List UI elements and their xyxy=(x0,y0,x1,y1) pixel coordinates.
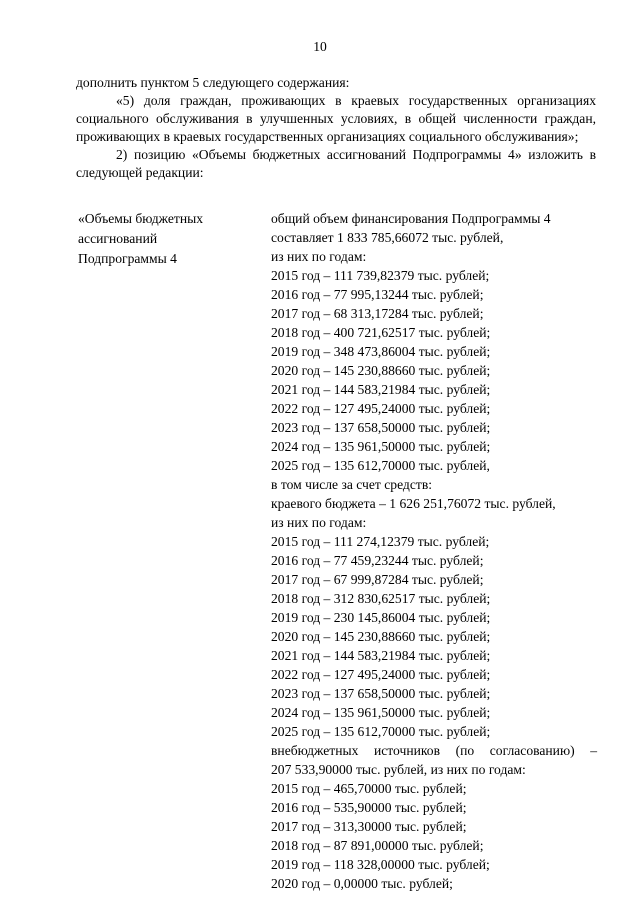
table-value-line: 2015 год – 111 739,82379 тыс. рублей; xyxy=(271,268,490,283)
table-value-line: 2023 год – 137 658,50000 тыс. рублей; xyxy=(271,420,491,435)
table-label-line: Подпрограммы 4 xyxy=(78,251,177,266)
table-value-line: 2018 год – 87 891,00000 тыс. рублей; xyxy=(271,838,484,853)
table-value-line: 2021 год – 144 583,21984 тыс. рублей; xyxy=(271,648,491,663)
page-number: 10 xyxy=(313,39,327,54)
table-value-line: составляет 1 833 785,66072 тыс. рублей, xyxy=(271,230,504,245)
table-value-line: 2020 год – 0,00000 тыс. рублей; xyxy=(271,876,453,891)
paragraph-position-2: 2) позицию «Объемы бюджетных ассигнований Подпрограммы 4» изложить в следующей редакции: xyxy=(76,147,596,180)
table-value-line: общий объем финансирования Подпрограммы 4 xyxy=(271,211,551,226)
table-value-line: 2015 год – 111 274,12379 тыс. рублей; xyxy=(271,534,490,549)
table-value-line: 2019 год – 230 145,86004 тыс. рублей; xyxy=(271,610,491,625)
paragraph-item-5: «5) доля граждан, проживающих в краевых государственных организациях социального обслуживания в улучшенных условиях, в общей численности граждан, проживающих в краевых государственных организациях социального обслуживания»; xyxy=(76,93,596,144)
table-value-line: 2015 год – 465,70000 тыс. рублей; xyxy=(271,781,467,796)
table-value-line: из них по годам: xyxy=(271,515,367,530)
table-value-column xyxy=(271,209,597,893)
table-value-line: 2017 год – 313,30000 тыс. рублей; xyxy=(271,819,467,834)
table-value-line: 2023 год – 137 658,50000 тыс. рублей; xyxy=(271,686,491,701)
table-value-line: 2017 год – 67 999,87284 тыс. рублей; xyxy=(271,572,484,587)
table-value-line: 2018 год – 312 830,62517 тыс. рублей; xyxy=(271,591,491,606)
table-value-line: 2019 год – 118 328,00000 тыс. рублей; xyxy=(271,857,490,872)
table-value-line: 2020 год – 145 230,88660 тыс. рублей; xyxy=(271,363,491,378)
table-label-column xyxy=(78,209,248,269)
table-value-line: 2016 год – 77 995,13244 тыс. рублей; xyxy=(271,287,484,302)
table-value-line: 2024 год – 135 961,50000 тыс. рублей; xyxy=(271,439,491,454)
table-value-line: в том числе за счет средств: xyxy=(271,477,433,492)
table-value-line: 2017 год – 68 313,17284 тыс. рублей; xyxy=(271,306,484,321)
table-value-line: 2021 год – 144 583,21984 тыс. рублей; xyxy=(271,382,491,397)
table-value-line: 2018 год – 400 721,62517 тыс. рублей; xyxy=(271,325,491,340)
table-value-line: 2020 год – 145 230,88660 тыс. рублей; xyxy=(271,629,491,644)
table-value-line: 2024 год – 135 961,50000 тыс. рублей; xyxy=(271,705,491,720)
intro-text xyxy=(76,74,596,182)
table-label-line: «Объемы бюджетных xyxy=(78,211,204,226)
table-value-line: 2016 год – 535,90000 тыс. рублей; xyxy=(271,800,467,815)
paragraph-amend-item: дополнить пунктом 5 следующего содержания: xyxy=(76,75,350,90)
table-value-line: 207 533,90000 тыс. рублей, из них по годам: xyxy=(271,762,526,777)
table-value-line: 2016 год – 77 459,23244 тыс. рублей; xyxy=(271,553,484,568)
table-value-line: 2025 год – 135 612,70000 тыс. рублей; xyxy=(271,724,491,739)
table-value-line: внебюджетных источников (по согласованию) – xyxy=(271,743,597,758)
table-value-line: краевого бюджета – 1 626 251,76072 тыс. рублей, xyxy=(271,496,556,511)
table-value-line: 2025 год – 135 612,70000 тыс. рублей, xyxy=(271,458,490,473)
table-value-line: 2022 год – 127 495,24000 тыс. рублей; xyxy=(271,667,491,682)
table-value-line: 2022 год – 127 495,24000 тыс. рублей; xyxy=(271,401,491,416)
table-label-line: ассигнований xyxy=(78,231,158,246)
table-value-line: из них по годам: xyxy=(271,249,367,264)
table-value-line: 2019 год – 348 473,86004 тыс. рублей; xyxy=(271,344,491,359)
